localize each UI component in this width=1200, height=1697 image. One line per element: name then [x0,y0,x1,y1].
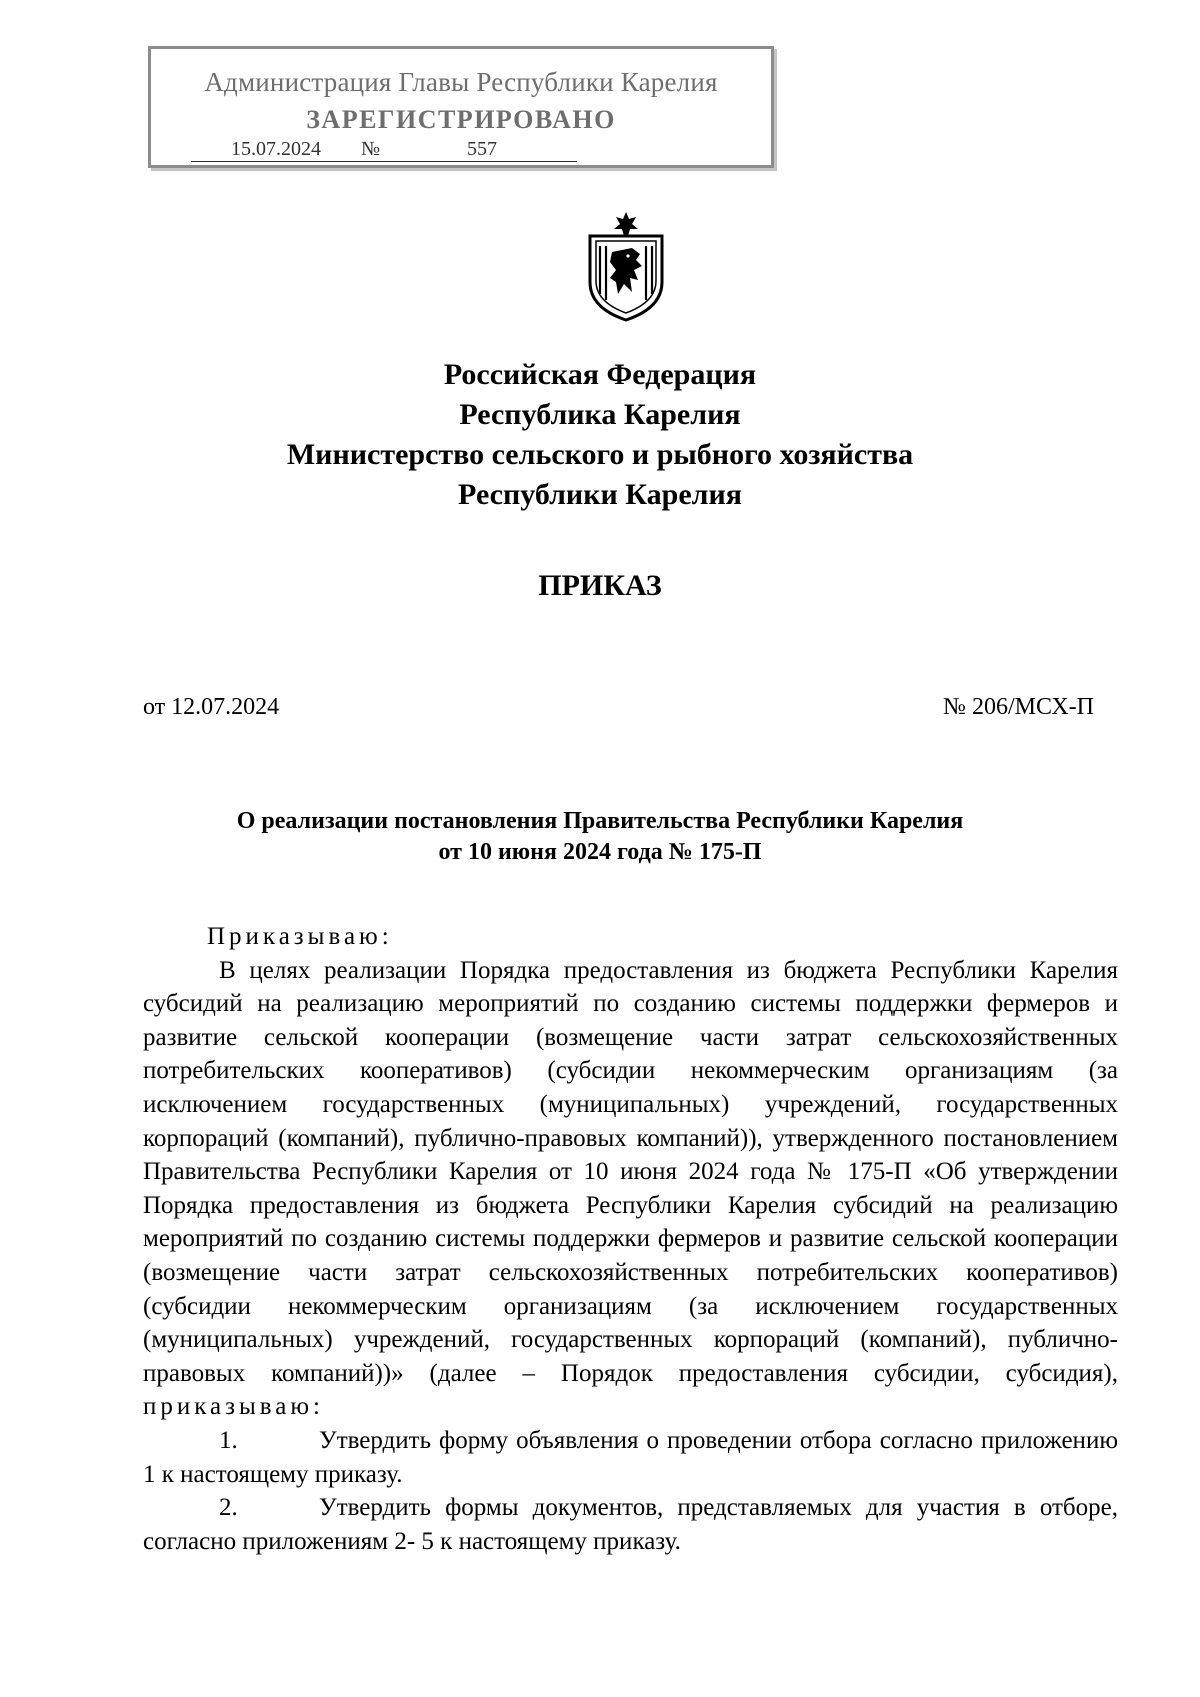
order-subject [0,806,1200,868]
stamp-number-label: № [361,137,387,162]
prikazyvayu-heading: Приказываю: [207,923,393,950]
item-number: 2. [219,1494,238,1522]
stamp-date: 15.07.2024 [191,137,361,162]
item-text: Утвердить формы документов, представляемых для участия в отборе, согласно приложениям 2- 5 к настоящему приказу. [143,1494,1118,1555]
header-republic: Республика Карелия [459,398,741,431]
subject-line-2: от 10 июня 2024 года № 175-П [438,839,762,865]
karelia-coat-of-arms-icon [582,212,670,322]
stamp-number: 557 [387,137,577,162]
item-text: Утвердить форму объявления о проведении отбора согласно приложению 1 к настоящему приказу. [143,1426,1118,1488]
registration-stamp [148,46,774,168]
item-number: 1. [219,1426,238,1454]
body-paragraph-end: приказываю: [143,1393,324,1421]
order-title: ПРИКАЗ [538,569,662,602]
header-ministry: Министерство сельского и рыбного хозяйства [286,438,914,471]
subject-line-1: О реализации постановления Правительства Республики Карелия [236,808,964,834]
header-country: Российская Федерация [443,358,757,391]
order-number: № 206/МСХ-П [943,694,1094,720]
stamp-registered: ЗАРЕГИСТРИРОВАНО [306,105,616,134]
stamp-registration-line [191,137,577,162]
document-header [0,355,1200,515]
list-item [143,1491,1118,1558]
stamp-administration: Администрация Главы Республики Карелия [204,67,718,97]
document-body [143,920,1118,1558]
list-item [143,1424,1118,1491]
order-date: от 12.07.2024 [143,694,280,720]
body-paragraph-text: В целях реализации Порядка предоставления из бюджета Республики Карелия субсидий на реализацию мероприятий по созданию системы поддержки фермеров и развитие сельской кооперации (возмещение части затрат сельскохозяйственных потребительских кооперативов) (субсидии некоммерческим организациям (за исключением государственных (муниципальных) учреждений, государственных корпораций (компаний), публично-правовых компаний)), утвержденного постановлением Правительства Республики Карелия от 10 июня 2024 года № 175-П «Об утверждении Порядка предоставления из бюджета Республики Карелия субсидий на реализацию мероприятий по созданию системы поддержки фермеров и развитие сельской кооперации (возмещение части затрат сельскохозяйственных потребительских кооперативов) (субсидии некоммерческим организациям (за исключением государственных (муниципальных) учреждений, государственных корпораций (компаний), публично-правовых компаний))» (далее – Порядок предоставления субсидии, субсидия), [143,956,1118,1387]
body-paragraph [143,954,1118,1424]
header-ministry-region: Республики Карелия [458,478,742,511]
